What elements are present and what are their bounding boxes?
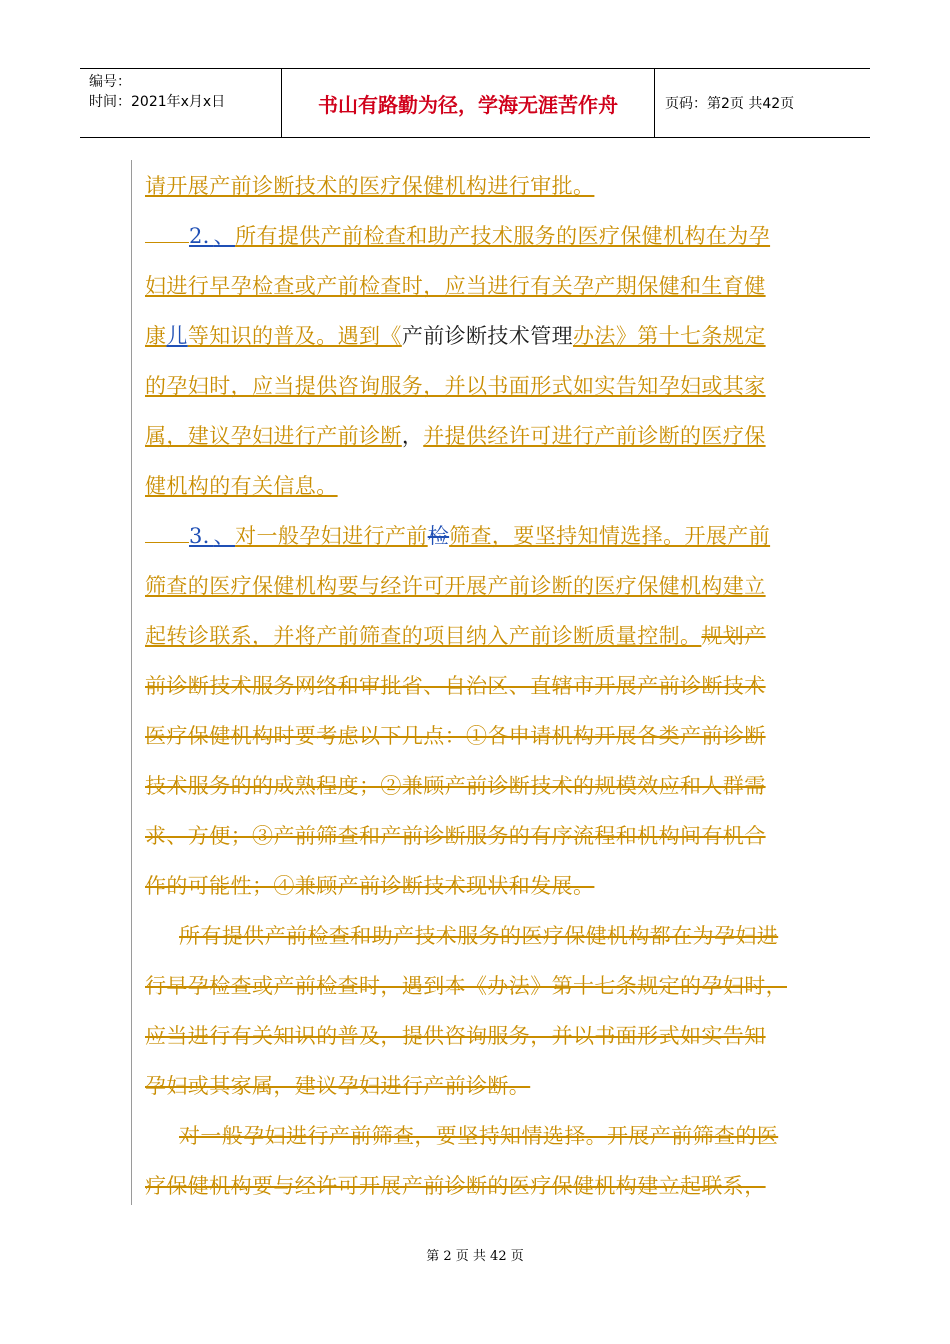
text-line: 健机构的有关信息。 bbox=[145, 474, 338, 498]
header-motto: 书山有路勤为径，学海无涯苦作舟 bbox=[282, 69, 655, 137]
text-line: 行早孕检查或产前检查时，遇到本《办法》第十七条规定的孕妇时， bbox=[145, 974, 787, 998]
text-line: 请开展产前诊断技术的医疗保健机构进行审批。 bbox=[145, 174, 595, 198]
text-line: 3．、对一般孕妇进行产前检筛查，要坚持知情选择。开展产前 bbox=[145, 513, 810, 563]
text-line: 作的可能性；④兼顾产前诊断技术现状和发展。 bbox=[145, 874, 595, 898]
text-line: 求、方便；③产前筛查和产前诊断服务的有序流程和机构间有机合 bbox=[145, 824, 766, 848]
text-line: 医疗保健机构时要考虑以下几点：①各申请机构开展各类产前诊断 bbox=[145, 724, 766, 748]
text-line: 前诊断技术服务网络和审批省、自治区、直辖市开展产前诊断技术 bbox=[145, 674, 766, 698]
text-line: 筛查的医疗保健机构要与经许可开展产前诊断的医疗保健机构建立 bbox=[145, 574, 766, 598]
header-page-number: 页码：第2页 共42页 bbox=[665, 96, 795, 112]
list-number: 2． bbox=[189, 224, 214, 248]
text-line: 妇进行早孕检查或产前检查时，应当进行有关孕产期保健和生育健 bbox=[145, 274, 766, 298]
page-footer: 第 2 页 共 42 页 bbox=[426, 1249, 524, 1264]
text-line: 对一般孕妇进行产前筛查，要坚持知情选择。开展产前筛查的医 bbox=[179, 1124, 779, 1148]
inserted-indent bbox=[145, 516, 189, 543]
text-line: 属，建议孕妇进行产前诊断，并提供经许可进行产前诊断的医疗保 bbox=[145, 424, 766, 448]
revision-margin-line bbox=[131, 160, 132, 1205]
header-meta-cell bbox=[80, 69, 282, 137]
document-number: 编号： bbox=[89, 74, 131, 90]
text-line: 的孕妇时，应当提供咨询服务，并以书面形式如实告知孕妇或其家 bbox=[145, 374, 766, 398]
text-line: 所有提供产前检查和助产技术服务的医疗保健机构都在为孕妇进 bbox=[179, 924, 779, 948]
text-line: 疗保健机构要与经许可开展产前诊断的医疗保健机构建立起联系， bbox=[145, 1174, 766, 1198]
text-line: 起转诊联系，并将产前筛查的项目纳入产前诊断质量控制。规划产 bbox=[145, 624, 766, 648]
list-number: 3． bbox=[189, 524, 214, 548]
text-line: 应当进行有关知识的普及，提供咨询服务，并以书面形式如实告知 bbox=[145, 1024, 766, 1048]
document-date: 时间：2021年x月x日 bbox=[89, 94, 226, 110]
text-line: 技术服务的的成熟程度；②兼顾产前诊断技术的规模效应和人群需 bbox=[145, 774, 766, 798]
header-table bbox=[80, 68, 870, 138]
text-line: 2．、所有提供产前检查和助产技术服务的医疗保健机构在为孕 bbox=[145, 213, 810, 263]
text-line: 康儿等知识的普及。遇到《产前诊断技术管理办法》第十七条规定 bbox=[145, 324, 766, 348]
inserted-indent bbox=[145, 216, 189, 243]
document-body bbox=[145, 163, 810, 1213]
text-line: 孕妇或其家属，建议孕妇进行产前诊断。 bbox=[145, 1074, 531, 1098]
